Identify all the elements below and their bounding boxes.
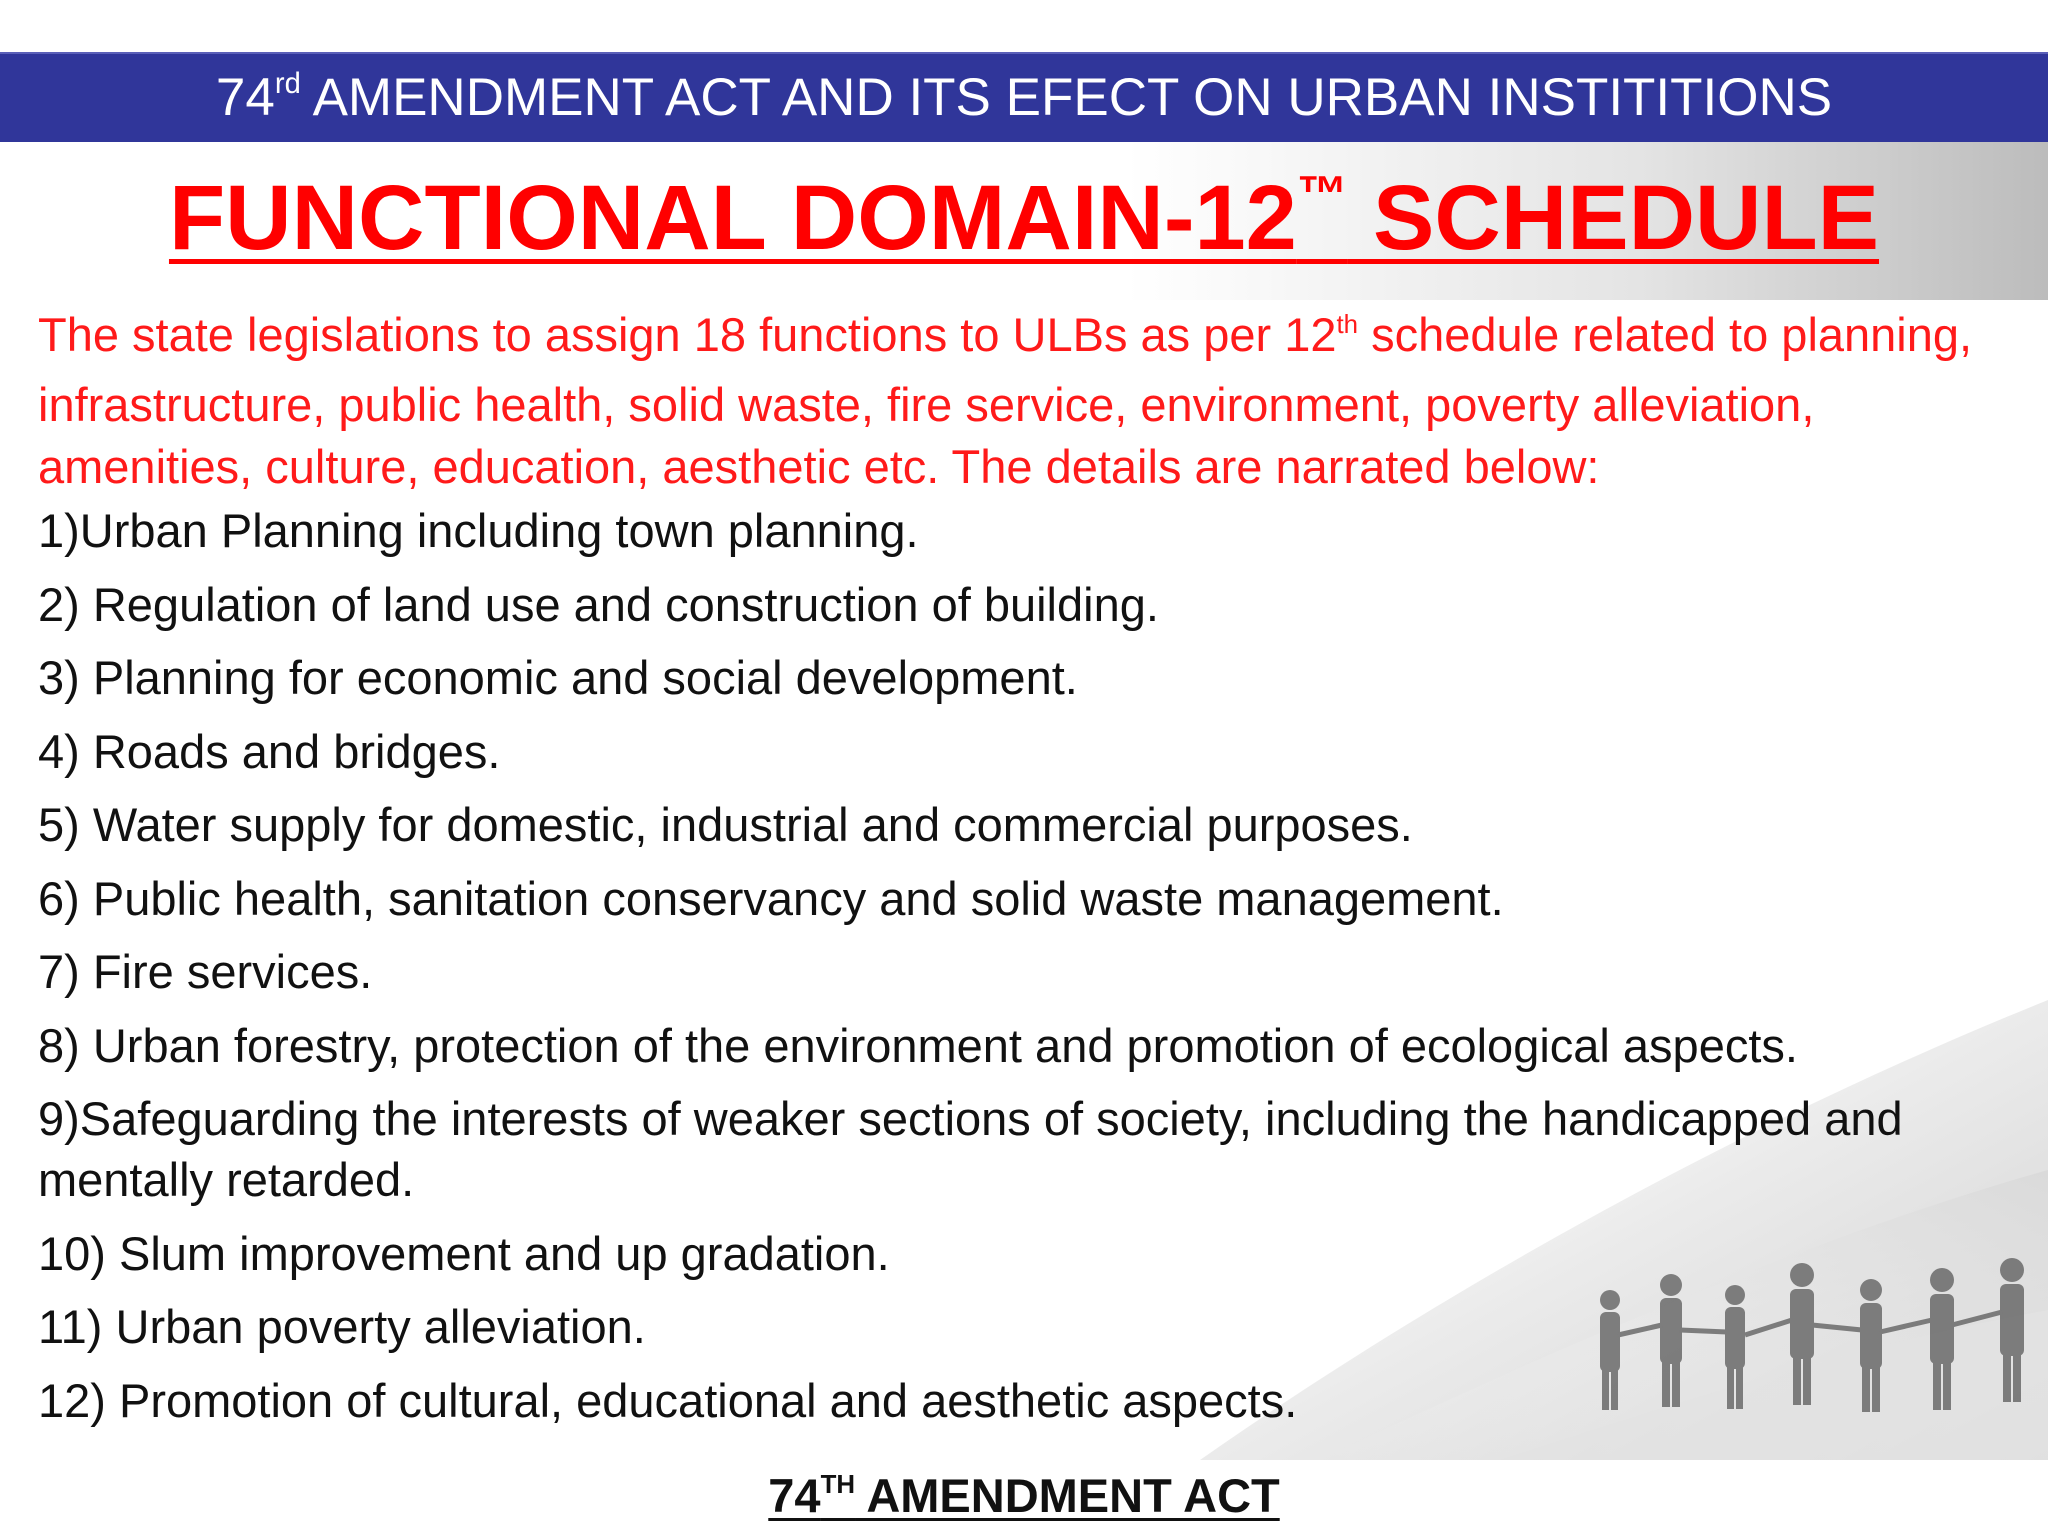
footer-title xyxy=(0,1466,2048,1534)
page-title-main: FUNCTIONAL DOMAIN-12 xyxy=(168,167,1297,269)
header-prefix: 74 xyxy=(215,68,275,127)
list-item: 10) Slum improvement and up gradation. xyxy=(38,1226,890,1280)
header-title: AMENDMENT ACT AND ITS EFECT ON URBAN INSTITITIONS xyxy=(300,68,1833,127)
list-item: 8) Urban forestry, protection of the environment and promotion of ecological aspects. xyxy=(38,1018,1798,1072)
list-item: 6) Public health, sanitation conservancy and solid waste management. xyxy=(38,871,1504,925)
page-title-rest: SCHEDULE xyxy=(1347,167,1880,269)
page-title xyxy=(0,158,2048,292)
footer-superscript: TH xyxy=(820,1470,856,1499)
list-item: 11) Urban poverty alleviation. xyxy=(38,1300,646,1353)
intro-part-2: schedule related to planning, infrastructure, public health, solid waste, fire service, environment, poverty alleviation, amenities, culture, education, aesthetic etc. The details are narrated below: xyxy=(38,308,1973,493)
page-title-mark: ™ xyxy=(1296,165,1348,223)
header-bar xyxy=(0,52,2048,142)
list-item: 4) Roads and bridges. xyxy=(38,724,501,778)
function-list xyxy=(38,500,2028,1443)
list-item: 12) Promotion of cultural, educational and aesthetic aspects. xyxy=(38,1373,1298,1427)
footer-prefix: 74 xyxy=(768,1469,821,1522)
list-item: 1)Urban Planning including town planning. xyxy=(38,504,919,557)
intro-superscript: th xyxy=(1336,310,1359,339)
list-item: 2) Regulation of land use and construction of building. xyxy=(38,577,1159,631)
header-superscript: rd xyxy=(274,68,301,101)
list-item: 9)Safeguarding the interests of weaker sections of society, including the handicapped and mentally retarded. xyxy=(38,1092,1903,1206)
list-item: 3) Planning for economic and social development. xyxy=(38,651,1078,704)
intro-paragraph xyxy=(38,304,2028,498)
footer-rest: AMENDMENT ACT xyxy=(855,1469,1280,1522)
intro-part-1: The state legislations to assign 18 functions to ULBs as per 12 xyxy=(38,308,1337,361)
list-item: 5) Water supply for domestic, industrial and commercial purposes. xyxy=(38,798,1413,851)
list-item: 7) Fire services. xyxy=(38,945,373,998)
